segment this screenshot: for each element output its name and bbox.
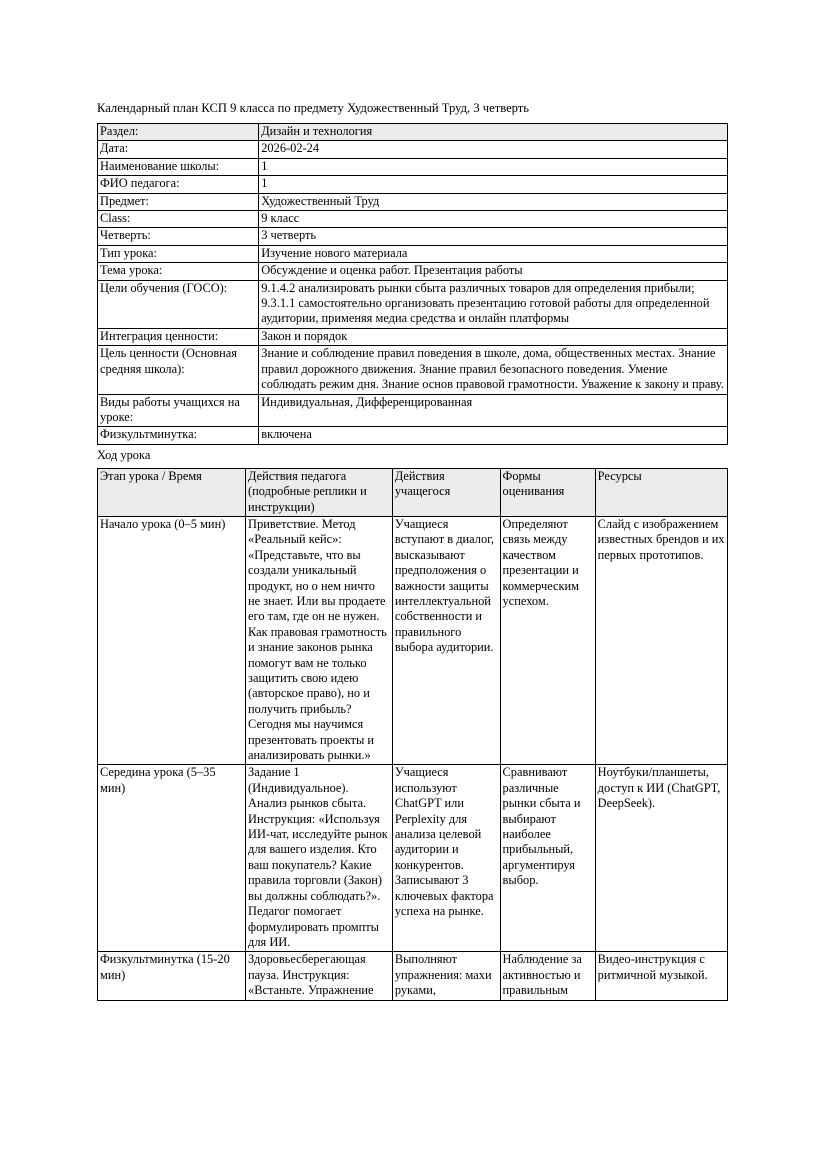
table-row bbox=[98, 211, 728, 228]
info-value: Индивидуальная, Дифференцированная bbox=[259, 394, 728, 427]
resources-cell: Ноутбуки/планшеты, доступ к ИИ (ChatGPT, DeepSeek). bbox=[595, 765, 727, 952]
teacher-actions-cell: Здоровьесберегающая пауза. Инструкция: «Встаньте. Упражнение bbox=[246, 952, 393, 1000]
info-label: ФИО педагога: bbox=[98, 176, 259, 193]
stage-cell: Середина урока (5–35 мин) bbox=[98, 765, 246, 952]
resources-cell: Слайд с изображением известных брендов и их первых прототипов. bbox=[595, 516, 727, 765]
column-header: Действия педагога (подробные реплики и инструкции) bbox=[246, 468, 393, 516]
assessment-cell: Наблюдение за активностью и правильным bbox=[500, 952, 595, 1000]
info-label: Предмет: bbox=[98, 193, 259, 210]
info-value: 1 bbox=[259, 176, 728, 193]
info-value: 2026-02-24 bbox=[259, 141, 728, 158]
info-value: включена bbox=[259, 427, 728, 444]
info-value: Знание и соблюдение правил поведения в школе, дома, общественных местах. Знание правил дорожного движения. Знание правил безопасного поведения. Умение соблюдать режим дня. Знание основ правовой грамотности. Уважение к закону и праву. bbox=[259, 346, 728, 394]
column-header: Действия учащегося bbox=[392, 468, 500, 516]
resources-cell: Видео-инструкция с ритмичной музыкой. bbox=[595, 952, 727, 1000]
table-row bbox=[98, 228, 728, 245]
info-label: Цель ценности (Основная средняя школа): bbox=[98, 346, 259, 394]
teacher-actions-cell: Приветствие. Метод «Реальный кейс»: «Представьте, что вы создали уникальный продукт, но о нем ничто не знает. Или вы продаете его там, где он не нужен. Как правовая грамотность и знание законов рынка помогут вам не только защитить свою идею (авторское право), но и получить прибыль? Сегодня мы научимся презентовать проекты и анализировать рынки.» bbox=[246, 516, 393, 765]
column-header: Этап урока / Время bbox=[98, 468, 246, 516]
info-value: Художественный Труд bbox=[259, 193, 728, 210]
table-row bbox=[98, 158, 728, 175]
info-label: Четверть: bbox=[98, 228, 259, 245]
student-actions-cell: Учащиеся используют ChatGPT или Perplexity для анализа целевой аудитории и конкурентов. Записывают 3 ключевых фактора успеха на рынке. bbox=[392, 765, 500, 952]
table-row bbox=[98, 176, 728, 193]
table-header-row bbox=[98, 468, 728, 516]
table-row bbox=[98, 245, 728, 262]
teacher-actions-cell: Задание 1 (Индивидуальное). Анализ рынков сбыта. Инструкция: «Используя ИИ-чат, исследуйте рынок для вашего изделия. Кто ваш покупатель? Какие правила торговли (Закон) вы должны соблюдать?». Педагог помогает формулировать промпты для ИИ. bbox=[246, 765, 393, 952]
info-label: Наименование школы: bbox=[98, 158, 259, 175]
document-content bbox=[97, 101, 728, 1001]
info-label: Тема урока: bbox=[98, 263, 259, 280]
table-row bbox=[98, 427, 728, 444]
table-row bbox=[98, 124, 728, 141]
info-value: 9.1.4.2 анализировать рынки сбыта различных товаров для определения прибыли; 9.3.1.1 самостоятельно организовать презентацию готовой работы для определенной аудитории, применяя медиа средства и онлайн платформы bbox=[259, 280, 728, 328]
info-label: Тип урока: bbox=[98, 245, 259, 262]
table-row bbox=[98, 263, 728, 280]
info-label: Дата: bbox=[98, 141, 259, 158]
page-title: Календарный план КСП 9 класса по предмету Художественный Труд, 3 четверть bbox=[97, 101, 530, 115]
column-header: Формы оценивания bbox=[500, 468, 595, 516]
table-row bbox=[98, 952, 728, 1000]
info-label: Class: bbox=[98, 211, 259, 228]
info-value: Обсуждение и оценка работ. Презентация работы bbox=[259, 263, 728, 280]
section-label: Ход урока bbox=[97, 447, 151, 462]
info-value: 3 четверть bbox=[259, 228, 728, 245]
lesson-flow-table bbox=[97, 468, 728, 1001]
assessment-cell: Определяют связь между качеством презентации и коммерческим успехом. bbox=[500, 516, 595, 765]
info-value: 1 bbox=[259, 158, 728, 175]
column-header: Ресурсы bbox=[595, 468, 727, 516]
info-value: Закон и порядок bbox=[259, 328, 728, 345]
info-value: Изучение нового материала bbox=[259, 245, 728, 262]
table-row bbox=[98, 516, 728, 765]
lesson-info-table bbox=[97, 123, 728, 445]
info-value: 9 класс bbox=[259, 211, 728, 228]
info-label: Интеграция ценности: bbox=[98, 328, 259, 345]
table-row bbox=[98, 394, 728, 427]
stage-cell: Физкультминутка (15-20 мин) bbox=[98, 952, 246, 1000]
info-label: Раздел: bbox=[98, 124, 259, 141]
table-row bbox=[98, 141, 728, 158]
stage-cell: Начало урока (0–5 мин) bbox=[98, 516, 246, 765]
info-label: Физкультминутка: bbox=[98, 427, 259, 444]
assessment-cell: Сравнивают различные рынки сбыта и выбирают наиболее прибыльный, аргументируя выбор. bbox=[500, 765, 595, 952]
info-value: Дизайн и технология bbox=[259, 124, 728, 141]
table-row bbox=[98, 280, 728, 328]
student-actions-cell: Выполняют упражнения: махи руками, bbox=[392, 952, 500, 1000]
table-row bbox=[98, 346, 728, 394]
table-row bbox=[98, 328, 728, 345]
table-row bbox=[98, 765, 728, 952]
table-row bbox=[98, 193, 728, 210]
info-label: Цели обучения (ГОСО): bbox=[98, 280, 259, 328]
student-actions-cell: Учащиеся вступают в диалог, высказывают предположения о важности защиты интеллектуальной собственности и правильного выбора аудитории. bbox=[392, 516, 500, 765]
info-label: Виды работы учащихся на уроке: bbox=[98, 394, 259, 427]
